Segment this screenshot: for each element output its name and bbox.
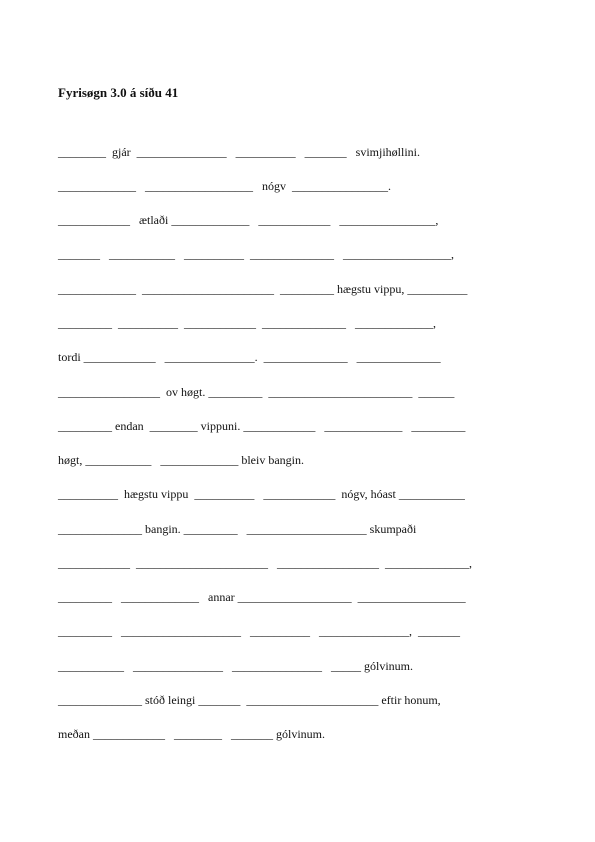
text-line: _____________ __________________ nógv ________________. (58, 179, 391, 193)
text-line: _________ endan ________ vippuni. ____________ _____________ _________ (58, 419, 466, 433)
text-line: _________ _____________ annar ___________________ __________________ (58, 590, 466, 604)
text-line: ____________ ______________________ _________________ ______________, (58, 556, 472, 570)
text-line: ____________ ætlaði _____________ ____________ ________________, (58, 213, 439, 227)
exercise-heading: Fyrisøgn 3.0 á síðu 41 (58, 85, 179, 100)
text-line: ______________ bangin. _________ ____________________ skumpaði (58, 522, 417, 536)
text-line: _____________ ______________________ _________ hægstu vippu, __________ (58, 282, 468, 296)
text-line: ___________ _______________ _______________ _____ gólvinum. (58, 659, 414, 673)
text-line: _________ ____________________ __________ _______________, _______ (58, 624, 460, 638)
text-line: ______________ stóð leingi _______ ______________________ eftir honum, (58, 693, 441, 707)
text-line: ________ gjár _______________ __________ _______ svimjihøllini. (58, 145, 420, 159)
text-line: _________ __________ ____________ ______________ _____________, (58, 316, 436, 330)
text-line: _______ ___________ __________ ______________ __________________, (58, 247, 454, 261)
text-line: _________________ ov høgt. _________ ________________________ ______ (58, 385, 455, 399)
text-line: __________ hægstu vippu __________ ____________ nógv, hóast ___________ (58, 487, 465, 501)
text-line: meðan ____________ ________ _______ gólvinum. (58, 727, 325, 741)
text-line: høgt, ___________ _____________ bleiv bangin. (58, 453, 304, 467)
text-line: tordi ____________ _______________. ______________ ______________ (58, 350, 441, 364)
